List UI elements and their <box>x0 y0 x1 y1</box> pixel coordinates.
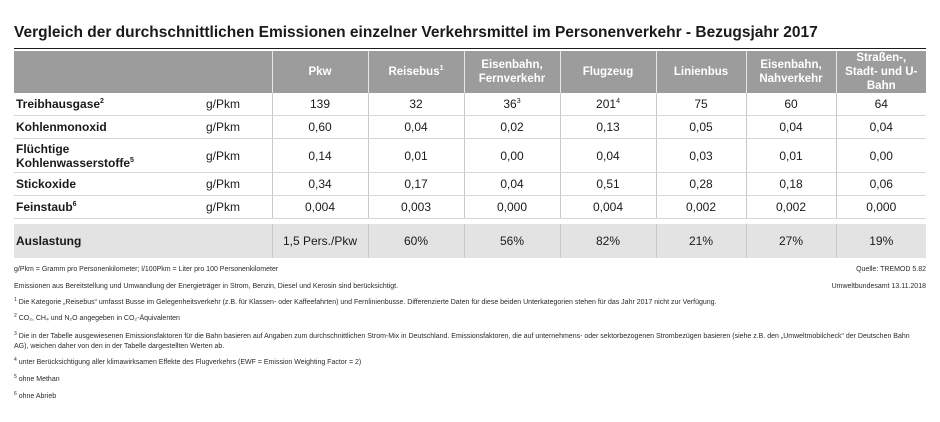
value-cell: 0,00 <box>464 139 560 173</box>
value-cell: 82% <box>560 224 656 258</box>
value-cell: 0,00 <box>836 139 926 173</box>
table-row <box>14 93 926 116</box>
value-cell: 0,04 <box>836 116 926 139</box>
value-cell: 56% <box>464 224 560 258</box>
emissions-table <box>14 51 926 258</box>
footnote-units: g/Pkm = Gramm pro Personenkilometer; l/100Pkm = Liter pro 100 Personenkilometer <box>14 266 279 273</box>
table-row <box>14 116 926 139</box>
table-row <box>14 196 926 219</box>
value-cell: 0,01 <box>746 139 836 173</box>
unit-cell <box>176 224 272 258</box>
value-cell: 21% <box>656 224 746 258</box>
value-cell: 0,04 <box>368 116 464 139</box>
unit-cell: g/Pkm <box>176 173 272 196</box>
row-label: Kohlenmonoxid <box>14 116 176 139</box>
value-cell: 0,60 <box>272 116 368 139</box>
value-cell: 0,18 <box>746 173 836 196</box>
value-cell: $201^4$ <box>560 93 656 116</box>
row-label: Feinstaub$^6$ <box>14 196 176 219</box>
unit-cell: g/Pkm <box>176 139 272 173</box>
value-cell: 19% <box>836 224 926 258</box>
footnote-3: $^3$ Die in der Tabelle ausgewiesenen Emissionsfaktoren für die Bahn basieren auf Angaben zum durchschnittlichen Strom-Mix in Deutschland. Emissionsfaktoren, die auf unternehmens- oder sektorbezogenen Strombezügen basieren (siehe z.B. den „Umweltmobilcheck“ der Deutschen Bahn AG), weichen daher von den in der Tabelle dargestellten Werten ab. <box>14 331 910 350</box>
footnote-5: $^5$ ohne Methan <box>14 374 60 383</box>
value-cell: 0,000 <box>464 196 560 219</box>
table-row <box>14 173 926 196</box>
value-cell: 0,04 <box>746 116 836 139</box>
value-cell: 0,004 <box>560 196 656 219</box>
value-cell: 0,06 <box>836 173 926 196</box>
value-cell: 0,51 <box>560 173 656 196</box>
row-label: Treibhausgase$^2$ <box>14 93 176 116</box>
row-label: Flüchtige Kohlenwasserstoffe$^5$ <box>14 139 176 173</box>
footnote-2: $^2$ CO₂, CH₄ und N₂O angegeben in CO₂-Äquivalenten <box>14 313 180 322</box>
value-cell: 0,000 <box>836 196 926 219</box>
row-label: Auslastung <box>14 224 176 258</box>
table-header-row <box>14 51 926 93</box>
column-header: Eisenbahn, Fernverkehr <box>464 51 560 93</box>
unit-cell: g/Pkm <box>176 116 272 139</box>
value-cell: 75 <box>656 93 746 116</box>
unit-cell: g/Pkm <box>176 93 272 116</box>
value-cell: 0,14 <box>272 139 368 173</box>
value-cell: 0,002 <box>656 196 746 219</box>
column-header: Reisebus$^1$ <box>368 51 464 93</box>
value-cell: 0,003 <box>368 196 464 219</box>
value-cell: 60 <box>746 93 836 116</box>
footnote-6: $^6$ ohne Abrieb <box>14 391 57 400</box>
value-cell: 0,03 <box>656 139 746 173</box>
column-header: Pkw <box>272 51 368 93</box>
value-cell: 0,05 <box>656 116 746 139</box>
column-header: Eisenbahn, Nahverkehr <box>746 51 836 93</box>
column-header: Linienbus <box>656 51 746 93</box>
value-cell: $36^3$ <box>464 93 560 116</box>
value-cell: 0,04 <box>464 173 560 196</box>
footnote-1: $^1$ Die Kategorie „Reisebus“ umfasst Busse im Gelegenheitsverkehr (z.B. für Klassen- oder Kaffeefahrten) und Fernlinienbusse. Differenzierte Daten für diese beiden Unterkategorien stehen für das Jahr 2017 nicht zur Verfügung. <box>14 297 717 306</box>
source-note: Quelle: TREMOD 5.82 <box>856 266 926 273</box>
value-cell: 60% <box>368 224 464 258</box>
value-cell: 32 <box>368 93 464 116</box>
value-cell: 0,01 <box>368 139 464 173</box>
row-label: Stickoxide <box>14 173 176 196</box>
value-cell: 64 <box>836 93 926 116</box>
value-cell: 0,002 <box>746 196 836 219</box>
value-cell: 0,04 <box>560 139 656 173</box>
value-cell: 1,5 Pers./Pkw <box>272 224 368 258</box>
utilization-row <box>14 224 926 258</box>
table-row <box>14 139 926 173</box>
footnote-scope: Emissionen aus Bereitstellung und Umwandlung der Energieträger in Strom, Benzin, Diesel und Kerosin sind berücksichtigt. <box>14 283 399 290</box>
value-cell: 139 <box>272 93 368 116</box>
column-header: Straßen-, Stadt- und U-Bahn <box>836 51 926 93</box>
value-cell: 0,28 <box>656 173 746 196</box>
column-header: Flugzeug <box>560 51 656 93</box>
value-cell: 0,34 <box>272 173 368 196</box>
header-empty-label <box>14 51 176 93</box>
title-divider <box>14 48 926 49</box>
unit-cell: g/Pkm <box>176 196 272 219</box>
footnote-4: $^4$ unter Berücksichtigung aller klimawirksamen Effekte des Flugverkehrs (EWF = Emission Weighting Factor = 2) <box>14 357 362 366</box>
value-cell: 27% <box>746 224 836 258</box>
value-cell: 0,13 <box>560 116 656 139</box>
page-title: Vergleich der durchschnittlichen Emissionen einzelner Verkehrsmittel im Personenverkehr - Bezugsjahr 2017 <box>14 24 818 41</box>
value-cell: 0,004 <box>272 196 368 219</box>
value-cell: 0,17 <box>368 173 464 196</box>
value-cell: 0,02 <box>464 116 560 139</box>
header-empty-unit <box>176 51 272 93</box>
publisher-note: Umweltbundesamt 13.11.2018 <box>831 283 926 290</box>
